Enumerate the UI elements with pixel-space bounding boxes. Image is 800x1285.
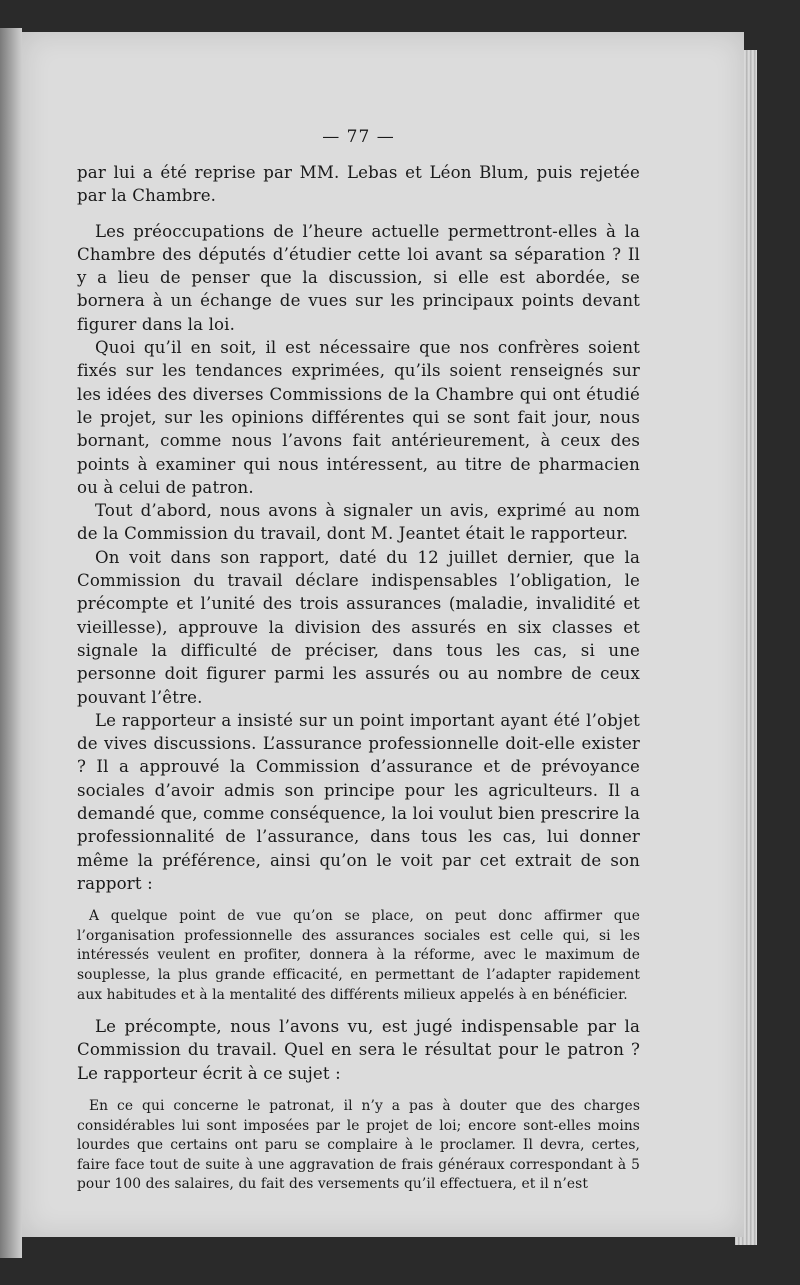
adjacent-page-edge — [0, 28, 22, 1258]
page-number: — 77 — — [322, 127, 395, 147]
block-quote: A quelque point de vue qu’on se place, on peut donc affirmer que l’organisation professionnelle des assurances sociales est celle qui, si les intéressés veulent en profiter, donnera à la réforme, avec le maximum de souplesse, la plus grande efficacité, en permettant de l’adapter rapidement aux habitudes et à la mentalité des différents milieux appelés à en bénéficier. — [77, 908, 640, 1003]
paragraph: Quoi qu’il en soit, il est nécessaire que nos confrères soient fixés sur les tendances exprimées, qu’ils soient renseignés sur les idées des diverses Commissions de la Chambre qui ont étudié le projet, sur les opinions différentes qui se sont fait jour, nous bornant, comme nous l’avons fait antérieurement, à ceux des points à examiner qui nous intéressent, au titre de pharmacien ou à celui de patron. — [77, 338, 640, 497]
paragraph: Tout d’abord, nous avons à signaler un avis, exprimé au nom de la Commission du travail, dont M. Jeantet était le rapporteur. — [77, 501, 640, 544]
paragraph: Les préoccupations de l’heure actuelle permettront-elles à la Chambre des députés d’étudier cette loi avant sa séparation ? Il y a lieu de penser que la discussion, si elle est abordée, se bornera à un échange de vues sur les principaux points devant figurer dans la loi. — [77, 221, 640, 334]
page-content — [77, 127, 640, 1205]
block-quote: En ce qui concerne le patronat, il n’y a pas à douter que des charges considérables lui sont imposées par le projet de loi; encore sont-elles moins lourdes que certains ont paru se complaire à le proclamer. Il devra, certes, faire face tout de suite à une aggravation de frais généraux correspondant à 5 pour 100 des salaires, du fait des versements qu’il effectuera, et il n’est — [77, 1098, 640, 1193]
paragraph-continuation: par lui a été reprise par MM. Lebas et Léon Blum, puis rejetée par la Chambre. — [77, 163, 640, 206]
paragraph: Le précompte, nous l’avons vu, est jugé indispensable par la Commission du travail. Quel en sera le résultat pour le patron ? Le rapporteur écrit à ce sujet : — [77, 1017, 640, 1083]
paragraph: On voit dans son rapport, daté du 12 juillet dernier, que la Commission du travail déclare indispensables l’obligation, le précompte et l’unité des trois assurances (maladie, invalidité et vieillesse), approuve la division des assurés en six classes et signale la difficulté de préciser, dans tous les cas, si une personne doit figurer parmi les assurés ou au nombre de ceux pouvant l’être. — [77, 547, 640, 707]
paragraph: Le rapporteur a insisté sur un point important ayant été l’objet de vives discussions. L’assurance professionnelle doit-elle exister ? Il a approuvé la Commission d’assurance et de prévoyance sociales d’avoir admis son principe pour les agriculteurs. Il a demandé que, comme conséquence, la loi voulut bien prescrire la professionnalité de l’assurance, dans tous les cas, lui donner même la préférence, ainsi qu’on le voit par cet extrait de son rapport : — [77, 710, 640, 893]
document-page — [22, 32, 744, 1237]
